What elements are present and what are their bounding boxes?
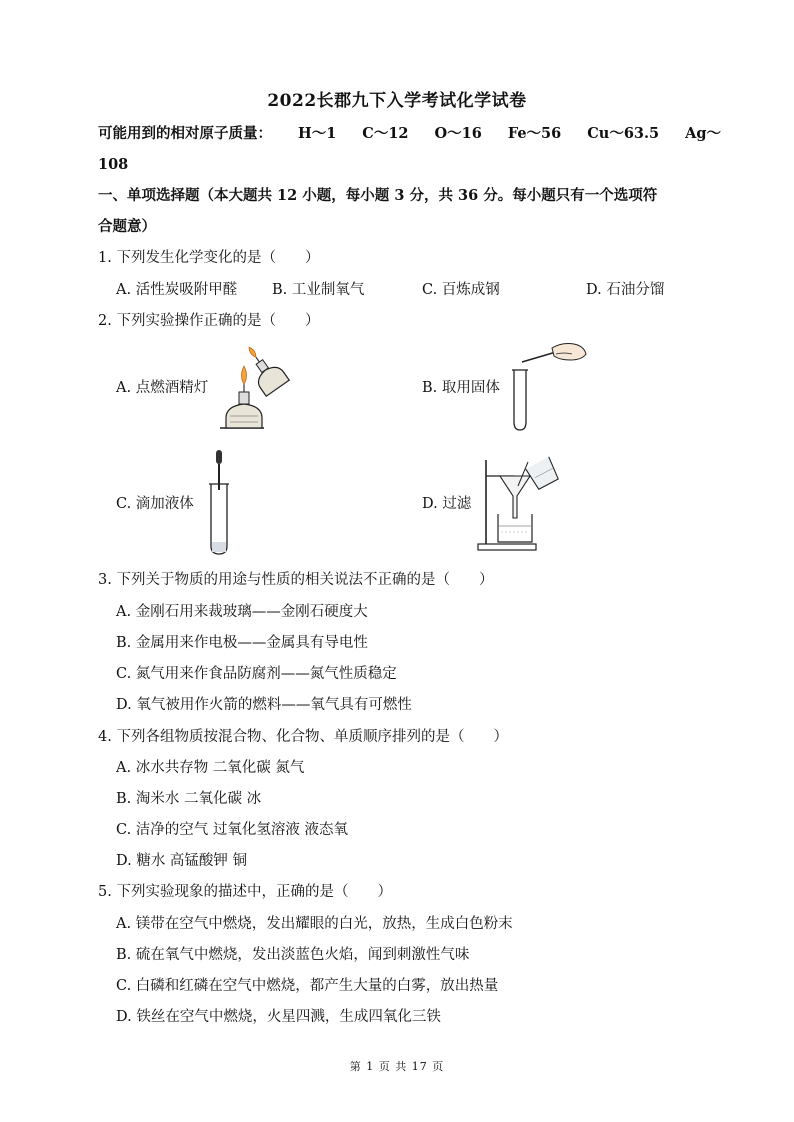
alcohol-lamp-figure — [214, 346, 298, 432]
q2-option-d: D. 过滤 — [422, 496, 472, 512]
q4-option-d: D. 糖水 高锰酸钾 铜 — [116, 853, 248, 869]
page-footer: 第 1 页 共 17 页 — [349, 1060, 445, 1073]
atomic-mass-c: C～12 — [362, 125, 409, 142]
q4-option-b: B. 淘米水 二氧化碳 冰 — [116, 791, 262, 807]
q1-option-b: B. 工业制氧气 — [272, 282, 365, 298]
q2-option-a: A. 点燃酒精灯 — [116, 380, 209, 396]
solid-sampling-figure — [508, 340, 588, 432]
atomic-mass-o: O～16 — [434, 125, 482, 142]
atomic-mass-cu: Cu～63.5 — [587, 125, 660, 142]
q3-option-a: A. 金刚石用来裁玻璃——金刚石硬度大 — [116, 604, 368, 620]
q3-stem: 3. 下列关于物质的用途与性质的相关说法不正确的是（ ） — [98, 572, 494, 588]
q3-option-d: D. 氧气被用作火箭的燃料——氧气具有可燃性 — [116, 697, 412, 713]
q5-stem: 5. 下列实验现象的描述中，正确的是（ ） — [98, 884, 392, 900]
q1-options — [116, 280, 716, 300]
atomic-mass-h: H～1 — [298, 125, 337, 142]
q4-stem: 4. 下列各组物质按混合物、化合物、单质顺序排列的是（ ） — [98, 729, 508, 745]
atomic-mass-ag: Ag～ — [685, 125, 722, 142]
q2-stem: 2. 下列实验操作正确的是（ ） — [98, 313, 320, 329]
q1-option-c: C. 百炼成钢 — [422, 282, 500, 298]
q5-option-a: A. 镁带在空气中燃烧，发出耀眼的白光，放热，生成白色粉末 — [116, 916, 513, 932]
atomic-mass-label: 可能用到的相对原子质量： — [98, 125, 272, 142]
q4-option-a: A. 冰水共存物 二氧化碳 氮气 — [116, 760, 305, 776]
q1-option-d: D. 石油分馏 — [586, 282, 665, 298]
dropper-figure — [206, 450, 232, 556]
page-title: 2022长郡九下入学考试化学试卷 — [267, 91, 527, 111]
atomic-mass-wrap: 108 — [98, 156, 129, 173]
section-heading-cont: 合题意） — [98, 218, 156, 235]
q3-option-b: B. 金属用来作电极——金属具有导电性 — [116, 635, 368, 651]
q5-option-b: B. 硫在氧气中燃烧，发出淡蓝色火焰，闻到刺激性气味 — [116, 947, 470, 963]
q4-option-c: C. 洁净的空气 过氧化氢溶液 液态氧 — [116, 822, 349, 838]
atomic-mass-fe: Fe～56 — [507, 125, 562, 142]
q1-option-a: A. 活性炭吸附甲醛 — [116, 282, 238, 298]
q2-option-c: C. 滴加液体 — [116, 496, 194, 512]
q2-option-b: B. 取用固体 — [422, 380, 500, 396]
section-heading: 一、单项选择题（本大题共 12 小题，每小题 3 分，共 36 分。每小题只有一个选项符 — [98, 187, 658, 204]
filtration-figure — [476, 456, 564, 554]
q3-option-c: C. 氮气用来作食品防腐剂——氮气性质稳定 — [116, 666, 397, 682]
atomic-mass-line — [98, 124, 721, 144]
q5-option-d: D. 铁丝在空气中燃烧，火星四溅，生成四氧化三铁 — [116, 1009, 441, 1025]
q1-stem: 1. 下列发生化学变化的是（ ） — [98, 250, 320, 266]
q5-option-c: C. 白磷和红磷在空气中燃烧，都产生大量的白雾，放出热量 — [116, 978, 499, 994]
